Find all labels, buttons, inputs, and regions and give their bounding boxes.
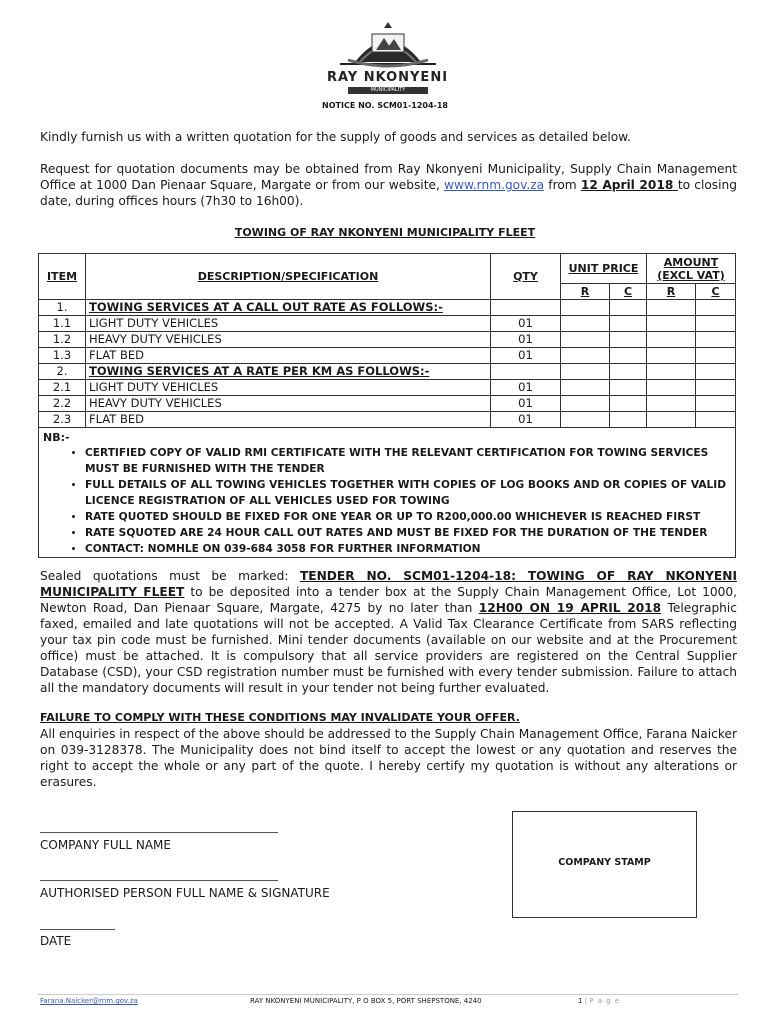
date-line[interactable] — [40, 929, 115, 930]
amount-c-cell[interactable] — [696, 380, 736, 396]
unit-price-c-cell[interactable] — [610, 332, 647, 348]
amount-r-cell[interactable] — [647, 316, 696, 332]
page-number: 1 — [578, 997, 583, 1005]
sealed-text-b: to be deposited into a tender box at the Supply Chain Management Office, Lot 1000, Newton Road, Dan Pienaar Square, Margate, 4275 by no later than — [40, 585, 737, 615]
header-amount: AMOUNT (EXCL VAT) — [647, 254, 736, 284]
intro-paragraph — [40, 161, 737, 209]
amount-c-cell[interactable] — [696, 364, 736, 380]
sealed-text-a: Sealed quotations must be marked: — [40, 569, 300, 583]
item-number: 2.1 — [39, 380, 86, 396]
item-qty — [491, 364, 561, 380]
table-row — [39, 332, 736, 348]
logo-name: RAY NKONYENI — [326, 70, 449, 85]
nb-item: • FULL DETAILS OF ALL TOWING VEHICLES TOGETHER WITH COPIES OF LOG BOOKS AND OR COPIES OF VALID LICENCE REGISTRATION OF ALL VEHICLES USED FOR TOWING — [85, 477, 731, 509]
table-row — [39, 380, 736, 396]
amount-c-cell[interactable] — [696, 348, 736, 364]
closing-date: 12 April 2018 — [580, 178, 678, 192]
nb-item: • CONTACT: NOMHLE ON 039-684 3058 FOR FURTHER INFORMATION — [85, 541, 731, 557]
amount-c-cell[interactable] — [696, 396, 736, 412]
item-qty: 01 — [491, 316, 561, 332]
unit-price-c-cell[interactable] — [610, 412, 647, 428]
unit-price-r-cell[interactable] — [561, 332, 610, 348]
item-description: TOWING SERVICES AT A CALL OUT RATE AS FOLLOWS:- — [86, 300, 491, 316]
item-number: 1.2 — [39, 332, 86, 348]
quotation-table — [38, 253, 736, 558]
table-row — [39, 412, 736, 428]
item-description: LIGHT DUTY VEHICLES — [86, 380, 491, 396]
item-description: HEAVY DUTY VEHICLES — [86, 332, 491, 348]
table-row — [39, 396, 736, 412]
amount-r-cell[interactable] — [647, 364, 696, 380]
item-number: 2.2 — [39, 396, 86, 412]
nb-title: NB:- — [43, 431, 70, 444]
unit-price-c-cell[interactable] — [610, 348, 647, 364]
unit-price-r-cell[interactable] — [561, 300, 610, 316]
company-stamp-label: COMPANY STAMP — [558, 857, 651, 868]
header-item: ITEM — [39, 254, 86, 300]
item-description: TOWING SERVICES AT A RATE PER KM AS FOLLOWS:- — [86, 364, 491, 380]
company-name-label: COMPANY FULL NAME — [40, 838, 171, 852]
item-number: 1.3 — [39, 348, 86, 364]
unit-price-c-cell[interactable] — [610, 396, 647, 412]
unit-price-c-cell[interactable] — [610, 316, 647, 332]
table-row — [39, 364, 736, 380]
amount-r-cell[interactable] — [647, 332, 696, 348]
unit-price-r-cell[interactable] — [561, 316, 610, 332]
item-description: FLAT BED — [86, 348, 491, 364]
intro-text-a: Request for quotation documents may be obtained from Ray Nkonyeni Municipality, Supply Chain Management Office at 1000 Dan Pienaar Square, Margate or from our website, — [40, 162, 737, 192]
header-amount-c: C — [696, 284, 736, 300]
footer-email[interactable]: Farana.Naicker@rnm.gov.za — [40, 997, 138, 1005]
authorised-signature-line[interactable] — [40, 880, 278, 881]
unit-price-r-cell[interactable] — [561, 412, 610, 428]
unit-price-c-cell[interactable] — [610, 300, 647, 316]
nb-list — [43, 445, 731, 557]
footer-address: RAY NKONYENI MUNICIPALITY, P O BOX 5, PORT SHEPSTONE, 4240 — [250, 997, 482, 1005]
table-row — [39, 300, 736, 316]
item-number: 1.1 — [39, 316, 86, 332]
authorised-signature-label: AUTHORISED PERSON FULL NAME & SIGNATURE — [40, 886, 330, 900]
intro-line: Kindly furnish us with a written quotation for the supply of goods and services as detailed below. — [40, 130, 631, 144]
deadline: 12H00 ON 19 APRIL 2018 — [478, 601, 662, 615]
nb-item: • RATE SQUOTED ARE 24 HOUR CALL OUT RATES AND MUST BE FIXED FOR THE DURATION OF THE TENDER — [85, 525, 731, 541]
footer-page: 1 | P a g e — [578, 997, 621, 1005]
table-row — [39, 316, 736, 332]
amount-c-cell[interactable] — [696, 332, 736, 348]
item-qty: 01 — [491, 380, 561, 396]
unit-price-r-cell[interactable] — [561, 364, 610, 380]
amount-r-cell[interactable] — [647, 412, 696, 428]
item-qty — [491, 300, 561, 316]
header-amount-r: R — [647, 284, 696, 300]
enquiries-paragraph: All enquiries in respect of the above should be addressed to the Supply Chain Management Office, Farana Naicker on 039-3128378. The Municipality does not bind itself to accept the lowest or any quotation and reserves the right to accept the whole or any part of the quote. I hereby certify my quotation is without any alterations or erasures. — [40, 727, 737, 789]
item-description: FLAT BED — [86, 412, 491, 428]
website-link[interactable]: www.rnm.gov.za — [444, 178, 545, 192]
notice-number: NOTICE NO. SCM01-1204-18 — [322, 101, 448, 110]
item-number: 1. — [39, 300, 86, 316]
unit-price-r-cell[interactable] — [561, 348, 610, 364]
unit-price-c-cell[interactable] — [610, 380, 647, 396]
item-qty: 01 — [491, 332, 561, 348]
unit-price-c-cell[interactable] — [610, 364, 647, 380]
sealed-text-c: Telegraphic faxed, emailed and late quotations will not be accepted. A Valid Tax Clearance Certificate from SARS reflecting your tax pin code must be furnished. Mini tender documents (available on our website and at the Procurement office) must be attached. It is compulsory that all service providers are registered on the Central Supplier Database (CSD), your CSD registration number must be furnished with every tender submission. Failure to attach all the mandatory documents will result in your tender not being further evaluated. — [40, 601, 737, 695]
header-unit-c: C — [610, 284, 647, 300]
nb-section — [39, 428, 736, 558]
intro-text-b: from — [544, 178, 581, 192]
item-description: HEAVY DUTY VEHICLES — [86, 396, 491, 412]
item-description: LIGHT DUTY VEHICLES — [86, 316, 491, 332]
item-number: 2. — [39, 364, 86, 380]
header-unit-price: UNIT PRICE — [561, 254, 647, 284]
footer-divider — [38, 994, 738, 995]
amount-c-cell[interactable] — [696, 412, 736, 428]
amount-r-cell[interactable] — [647, 396, 696, 412]
company-name-line[interactable] — [40, 832, 278, 833]
intro-text-c: to closing date, during offices hours (7h30 to 16h00). — [40, 178, 737, 208]
page-label: P a g e — [589, 997, 621, 1005]
nb-item: • CERTIFIED COPY OF VALID RMI CERTIFICATE WITH THE RELEVANT CERTIFICATION FOR TOWING SERVICES MUST BE FURNISHED WITH THE TENDER — [85, 445, 731, 477]
item-qty: 01 — [491, 412, 561, 428]
header-qty: QTY — [491, 254, 561, 300]
header-unit-r: R — [561, 284, 610, 300]
table-row — [39, 348, 736, 364]
sealed-quotations-paragraph — [40, 568, 737, 696]
amount-c-cell[interactable] — [696, 300, 736, 316]
document-title: TOWING OF RAY NKONYENI MUNICIPALITY FLEET — [234, 226, 536, 239]
unit-price-r-cell[interactable] — [561, 396, 610, 412]
amount-c-cell[interactable] — [696, 316, 736, 332]
item-number: 2.3 — [39, 412, 86, 428]
unit-price-r-cell[interactable] — [561, 380, 610, 396]
failure-heading: FAILURE TO COMPLY WITH THESE CONDITIONS MAY INVALIDATE YOUR OFFER. — [40, 711, 520, 724]
company-stamp-box[interactable] — [512, 811, 697, 918]
amount-r-cell[interactable] — [647, 348, 696, 364]
item-qty: 01 — [491, 348, 561, 364]
amount-r-cell[interactable] — [647, 300, 696, 316]
municipality-logo — [300, 20, 475, 102]
tender-number: TENDER NO. SCM01-1204-18: TOWING OF RAY NKONYENI MUNICIPALITY FLEET — [40, 569, 737, 599]
logo-subtitle: MUNICIPALITY — [348, 87, 428, 94]
nb-item: • RATE QUOTED SHOULD BE FIXED FOR ONE YEAR OR UP TO R200,000.00 WHICHEVER IS REACHED FIRST — [85, 509, 731, 525]
header-description: DESCRIPTION/SPECIFICATION — [86, 254, 491, 300]
date-label: DATE — [40, 934, 72, 948]
item-qty: 01 — [491, 396, 561, 412]
amount-r-cell[interactable] — [647, 380, 696, 396]
